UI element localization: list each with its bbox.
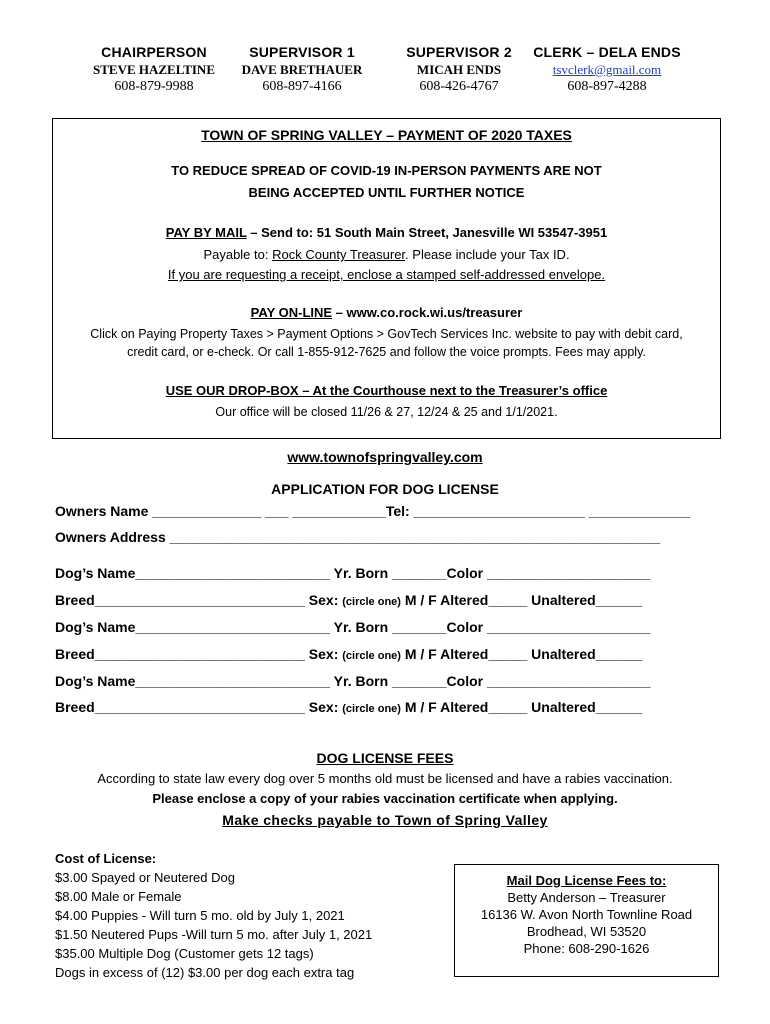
cost-item: Dogs in excess of (12) $3.00 per dog each extra tag — [55, 965, 355, 980]
cost-item: $35.00 Multiple Dog (Customer gets 12 tags) — [55, 946, 314, 961]
rabies-certificate-note: Please enclose a copy of your rabies vaccination certificate when applying. — [152, 791, 618, 806]
dog-3-name-field[interactable]: Dog’s Name_________________________ Yr. Born _______Color _____________________ — [55, 673, 651, 689]
clerk-email-link[interactable]: tsvclerk@gmail.com — [552, 62, 662, 77]
dropbox-heading — [53, 383, 720, 398]
circle-one-hint: (circle one) — [342, 650, 401, 662]
officer-role: CLERK – DELA ENDS — [533, 44, 681, 60]
cost-item: $1.50 Neutered Pups -Will turn 5 mo. after July 1, 2021 — [55, 927, 373, 942]
mail-address-line: 16136 W. Avon North Townline Road — [480, 907, 693, 922]
officer-phone: 608-879-9988 — [114, 79, 194, 94]
breed-label: Breed___________________________ Sex: — [55, 592, 343, 608]
mail-address-line: Phone: 608-290-1626 — [523, 941, 650, 956]
officer-clerk — [522, 44, 692, 95]
notice-title: TOWN OF SPRING VALLEY – PAYMENT OF 2020 TAXES — [201, 127, 572, 143]
office-closed-dates: Our office will be closed 11/26 & 27, 12/24 & 25 and 1/1/2021. — [215, 405, 558, 419]
dropbox-location: – At the Courthouse next to the Treasurer’s office — [298, 383, 608, 398]
payable-suffix: . Please include your Tax ID. — [405, 247, 570, 262]
officer-role: CHAIRPERSON — [101, 44, 207, 60]
owners-name-field[interactable]: Owners Name ______________ ___ ____________Tel: ______________________ _____________ — [55, 503, 690, 519]
dog-1-name-field[interactable]: Dog’s Name_________________________ Yr. Born _______Color _____________________ — [55, 565, 651, 581]
cost-item: $8.00 Male or Female — [55, 889, 182, 904]
pay-online-heading — [53, 305, 720, 320]
pay-by-mail-label: PAY BY MAIL — [165, 225, 247, 240]
dropbox-label: USE OUR DROP-BOX — [165, 383, 299, 398]
mail-fees-box — [454, 864, 719, 977]
covid-notice-line-1: TO REDUCE SPREAD OF COVID-19 IN-PERSON PAYMENTS ARE NOT — [171, 163, 602, 178]
dog-1-breed-field[interactable] — [55, 592, 642, 608]
payable-name: Rock County Treasurer — [272, 247, 406, 262]
officer-phone: 608-897-4288 — [567, 79, 647, 94]
checks-payable-note: Make checks payable to Town of Spring Valley — [222, 812, 548, 828]
dog-2-name-field[interactable]: Dog’s Name_________________________ Yr. Born _______Color _____________________ — [55, 619, 651, 635]
sex-altered-options: M / F Altered_____ Unaltered______ — [400, 592, 643, 608]
covid-notice-line-2: BEING ACCEPTED UNTIL FURTHER NOTICE — [248, 185, 525, 200]
officer-name: DAVE BRETHAUER — [241, 62, 363, 77]
dog-3-breed-field[interactable] — [55, 699, 642, 715]
mail-fees-title: Mail Dog License Fees to: — [506, 873, 667, 888]
cost-item: $4.00 Puppies - Will turn 5 mo. old by July 1, 2021 — [55, 908, 345, 923]
tax-payment-notice — [52, 118, 721, 439]
officer-role: SUPERVISOR 2 — [406, 44, 512, 60]
rabies-text: Please enclose a copy of your rabies vaccination certificate when applying — [152, 791, 615, 806]
application-title: APPLICATION FOR DOG LICENSE — [271, 481, 499, 497]
cost-title: Cost of License: — [55, 851, 157, 866]
licensing-law: According to state law every dog over 5 months old must be licensed and have a rabies vaccination. — [97, 771, 673, 786]
officer-supervisor-2 — [393, 44, 525, 95]
cost-item: $3.00 Spayed or Neutered Dog — [55, 870, 235, 885]
officer-role: SUPERVISOR 1 — [249, 44, 355, 60]
pay-by-mail-heading — [53, 225, 720, 240]
website-link[interactable]: www.townofspringvalley.com — [287, 449, 483, 465]
mail-address-line: Brodhead, WI 53520 — [526, 924, 647, 939]
circle-one-hint: (circle one) — [342, 596, 401, 608]
owners-address-field[interactable]: Owners Address _______________________________________________________________ — [55, 529, 661, 545]
pay-online-url[interactable]: – www.co.rock.wi.us/treasurer — [332, 305, 523, 320]
officer-phone: 608-426-4767 — [419, 79, 499, 94]
circle-one-hint: (circle one) — [342, 703, 401, 715]
fees-title: DOG LICENSE FEES — [316, 750, 454, 766]
receipt-text-a: If you are requesting a receipt, — [167, 267, 344, 282]
sex-altered-options: M / F Altered_____ Unaltered______ — [400, 646, 643, 662]
officer-chairperson — [88, 44, 220, 95]
breed-label: Breed___________________________ Sex: — [55, 699, 343, 715]
online-instructions-1: Click on Paying Property Taxes > Payment Options > GovTech Services Inc. website to pay with debit card, — [90, 327, 683, 341]
dog-2-breed-field[interactable] — [55, 646, 642, 662]
pay-by-mail-address: – Send to: 51 South Main Street, Janesville WI 53547-3951 — [246, 225, 608, 240]
officer-name: STEVE HAZELTINE — [93, 62, 215, 77]
payable-prefix: Payable to: — [203, 247, 273, 262]
officer-phone: 608-897-4166 — [262, 79, 342, 94]
officer-name: MICAH ENDS — [416, 62, 502, 77]
breed-label: Breed___________________________ Sex: — [55, 646, 343, 662]
mail-address-line: Betty Anderson – Treasurer — [507, 890, 666, 905]
sex-altered-options: M / F Altered_____ Unaltered______ — [400, 699, 643, 715]
mail-payable-line — [53, 247, 720, 262]
pay-online-label: PAY ON-LINE — [250, 305, 333, 320]
officer-supervisor-1 — [236, 44, 368, 95]
mail-receipt-line — [53, 267, 720, 282]
receipt-text-b: enclose a stamped self-addressed envelope. — [343, 267, 606, 282]
online-instructions-2: credit card, or e-check. Or call 1-855-912-7625 and follow the voice prompts. Fees may apply. — [127, 345, 646, 359]
